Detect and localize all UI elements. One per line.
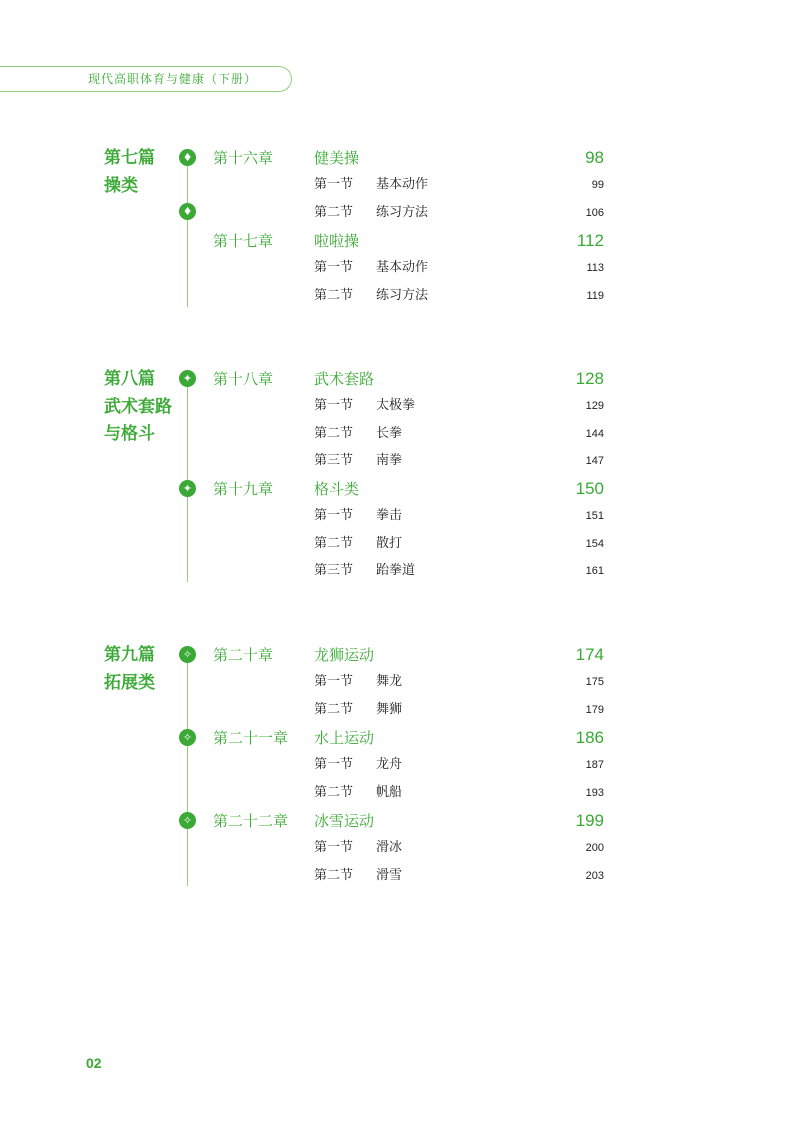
outdoor-sports-icon: ✧ (179, 646, 196, 663)
section-row[interactable] (0, 866, 800, 886)
section-row[interactable] (0, 396, 800, 416)
section-page: 203 (585, 870, 604, 882)
chapter-page: 150 (575, 479, 604, 498)
section-number: 第一节 (314, 177, 354, 192)
chapter-page: 112 (576, 231, 604, 250)
section-number: 第二节 (314, 868, 354, 883)
section-row[interactable] (0, 451, 800, 471)
chapter-title: 武术套路 (314, 370, 375, 388)
section-title: 练习方法 (376, 205, 429, 220)
section-number: 第二节 (314, 785, 354, 800)
part-subtitle: 武术套路 与格斗 (104, 397, 172, 444)
chapter-number: 第十八章 (213, 370, 274, 388)
part-label: 第七篇 (104, 148, 155, 168)
section-title: 帆船 (376, 785, 403, 800)
section-row[interactable] (0, 534, 800, 554)
section-page: 99 (591, 179, 604, 191)
chapter-row[interactable] (0, 810, 800, 832)
aerobics-icon: ♦ (179, 149, 196, 166)
chapter-title: 格斗类 (314, 480, 360, 498)
section-title: 基本动作 (376, 177, 429, 192)
chapter-page: 128 (575, 369, 604, 388)
chapter-page: 186 (575, 728, 604, 747)
martial-arts-icon: ✦ (179, 480, 196, 497)
page-number: 02 (86, 1055, 102, 1071)
section-page: 119 (586, 290, 604, 302)
section-title: 太极拳 (376, 398, 416, 413)
section-number: 第三节 (314, 453, 354, 468)
chapter-page: 174 (575, 645, 604, 664)
section-title: 舞狮 (376, 702, 403, 717)
section-row[interactable] (0, 672, 800, 692)
martial-arts-icon: ✦ (179, 370, 196, 387)
section-title: 长拳 (376, 426, 403, 441)
section-row[interactable] (0, 755, 800, 775)
chapter-row[interactable] (0, 368, 800, 390)
section-page: 106 (585, 207, 604, 219)
section-page: 113 (586, 262, 604, 274)
section-row[interactable] (0, 175, 800, 195)
section-title: 滑冰 (376, 840, 403, 855)
chapter-row[interactable] (0, 478, 800, 500)
chapter-title: 龙狮运动 (314, 646, 375, 664)
section-row[interactable] (0, 203, 800, 223)
section-title: 练习方法 (376, 288, 429, 303)
section-page: 129 (585, 400, 604, 412)
section-page: 144 (585, 428, 604, 440)
chapter-page: 199 (575, 811, 604, 830)
outdoor-sports-icon: ✧ (179, 812, 196, 829)
chapter-title: 健美操 (314, 149, 360, 167)
section-page: 179 (585, 704, 604, 716)
chapter-number: 第二十章 (213, 646, 274, 664)
section-page: 154 (585, 538, 604, 550)
section-title: 拳击 (376, 508, 403, 523)
section-row[interactable] (0, 286, 800, 306)
aerobics-icon: ♦ (179, 203, 196, 220)
section-row[interactable] (0, 258, 800, 278)
section-page: 147 (585, 455, 604, 467)
outdoor-sports-icon: ✧ (179, 729, 196, 746)
section-row[interactable] (0, 424, 800, 444)
chapter-number: 第十七章 (213, 232, 274, 250)
section-page: 175 (585, 676, 604, 688)
chapter-page: 98 (585, 148, 604, 167)
part-subtitle: 拓展类 (104, 673, 155, 693)
section-row[interactable] (0, 506, 800, 526)
section-number: 第三节 (314, 563, 354, 578)
section-title: 滑雪 (376, 868, 403, 883)
section-number: 第二节 (314, 536, 354, 551)
section-number: 第一节 (314, 674, 354, 689)
section-row[interactable] (0, 838, 800, 858)
chapter-row[interactable] (0, 147, 800, 169)
chapter-title: 水上运动 (314, 729, 375, 747)
section-title: 散打 (376, 536, 403, 551)
section-number: 第二节 (314, 288, 354, 303)
section-number: 第一节 (314, 398, 354, 413)
chapter-row[interactable] (0, 727, 800, 749)
chapter-row[interactable] (0, 230, 800, 252)
chapter-row[interactable] (0, 644, 800, 666)
chapter-number: 第十六章 (213, 149, 274, 167)
section-number: 第二节 (314, 426, 354, 441)
section-number: 第二节 (314, 205, 354, 220)
chapter-number: 第二十二章 (213, 812, 289, 830)
section-number: 第二节 (314, 702, 354, 717)
section-title: 舞龙 (376, 674, 403, 689)
chapter-title: 冰雪运动 (314, 812, 375, 830)
section-page: 193 (585, 787, 604, 799)
section-title: 龙舟 (376, 757, 403, 772)
part-label: 第九篇 (104, 645, 155, 665)
section-number: 第一节 (314, 840, 354, 855)
book-title: 现代高职体育与健康（下册） (88, 72, 258, 86)
section-number: 第一节 (314, 757, 354, 772)
section-page: 161 (585, 565, 604, 577)
section-title: 基本动作 (376, 260, 429, 275)
section-title: 南拳 (376, 453, 403, 468)
section-number: 第一节 (314, 508, 354, 523)
section-page: 187 (585, 759, 604, 771)
section-row[interactable] (0, 561, 800, 581)
section-row[interactable] (0, 700, 800, 720)
chapter-number: 第十九章 (213, 480, 274, 498)
section-row[interactable] (0, 783, 800, 803)
part-subtitle: 操类 (104, 176, 138, 196)
chapter-number: 第二十一章 (213, 729, 289, 747)
part-label: 第八篇 (104, 369, 155, 389)
chapter-title: 啦啦操 (314, 232, 360, 250)
section-title: 跆拳道 (376, 563, 416, 578)
section-page: 151 (585, 510, 604, 522)
section-page: 200 (585, 842, 604, 854)
section-number: 第一节 (314, 260, 354, 275)
